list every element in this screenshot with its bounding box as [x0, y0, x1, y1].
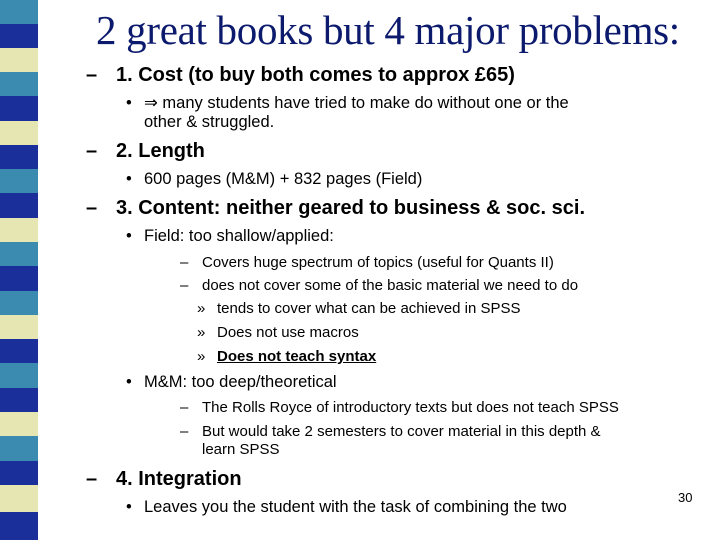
bullet-line [126, 93, 569, 113]
sub-item-line [180, 399, 619, 416]
stripe-block [0, 72, 38, 96]
problem-4-heading-line [86, 468, 242, 491]
slide-title: 2 great books but 4 major problems: [96, 7, 680, 53]
sub-sub-item-text: Does not use macros [217, 324, 359, 341]
stripe-block [0, 388, 38, 412]
stripe-block [0, 121, 38, 145]
bullet-line [126, 170, 422, 189]
stripe-block [0, 96, 38, 121]
dash-marker: – [180, 423, 189, 440]
dash-marker: – [86, 140, 98, 162]
stripe-block [0, 48, 38, 72]
bullet-continuation: other & struggled. [144, 113, 275, 131]
sub-sub-item-line [197, 300, 521, 317]
sub-item-line [180, 423, 601, 440]
bullet-marker: • [126, 94, 132, 112]
sub-item-line [180, 254, 554, 271]
stripe-block [0, 193, 38, 218]
problem-heading: 1. Cost (to buy both comes to approx £65) [116, 64, 515, 86]
sub-item-text: Covers huge spectrum of topics (useful for Quants II) [202, 254, 554, 271]
bullet-line [126, 227, 334, 246]
problem-3-heading-line [86, 197, 585, 220]
stripe-block [0, 512, 38, 540]
sub-sub-item-text: tends to cover what can be achieved in SPSS [217, 300, 521, 317]
stripe-block [0, 436, 38, 461]
page-number: 30 [678, 490, 693, 505]
bullet-line [126, 498, 567, 517]
stripe-block [0, 339, 38, 363]
stripe-block [0, 169, 38, 193]
bullet-text: Leaves you the student with the task of combining the two [144, 498, 567, 516]
stripe-block [0, 266, 38, 291]
stripe-block [0, 218, 38, 242]
stripe-block [0, 485, 38, 512]
chevron-marker: » [197, 324, 206, 341]
stripe-block [0, 315, 38, 339]
bullet-marker: • [126, 498, 132, 516]
dash-marker: – [86, 197, 98, 219]
problem-heading: 4. Integration [116, 468, 242, 490]
dash-marker: – [180, 277, 189, 294]
sub-sub-item-text: Does not teach syntax [217, 348, 377, 365]
sub-item-continuation: learn SPSS [202, 441, 280, 458]
sub-item-text: does not cover some of the basic material we need to do [202, 277, 579, 294]
bullet-text: Field: too shallow/applied: [144, 227, 334, 245]
sub-sub-item-line [197, 348, 376, 365]
chevron-marker: » [197, 348, 206, 365]
chevron-marker: » [197, 300, 206, 317]
dash-marker: – [86, 468, 98, 490]
stripe-block [0, 0, 38, 24]
stripe-block [0, 242, 38, 266]
stripe-block [0, 145, 38, 169]
problem-heading: 2. Length [116, 140, 205, 162]
stripe-block [0, 291, 38, 315]
bullet-marker: • [126, 227, 132, 245]
sub-item-text: But would take 2 semesters to cover material in this depth & [202, 423, 601, 440]
bullet-text: M&M: too deep/theoretical [144, 373, 337, 391]
sub-sub-item-line [197, 324, 359, 341]
sub-item-line [180, 277, 578, 294]
stripe-block [0, 24, 38, 48]
stripe-block [0, 461, 38, 485]
dash-marker: – [86, 64, 98, 86]
dash-marker: – [180, 254, 189, 271]
problem-2-heading-line [86, 140, 205, 163]
sub-item-text: The Rolls Royce of introductory texts but does not teach SPSS [202, 399, 619, 416]
stripe-block [0, 412, 38, 436]
bullet-marker: • [126, 373, 132, 391]
bullet-text: ⇒ many students have tried to make do without one or the [144, 94, 569, 112]
bullet-line [126, 373, 337, 392]
stripe-block [0, 363, 38, 388]
problem-1-heading-line [86, 64, 515, 87]
dash-marker: – [180, 399, 189, 416]
problem-heading: 3. Content: neither geared to business & soc. sci. [116, 197, 585, 219]
bullet-marker: • [126, 170, 132, 188]
bullet-text: 600 pages (M&M) + 832 pages (Field) [144, 170, 423, 188]
decorative-stripe [0, 0, 38, 540]
